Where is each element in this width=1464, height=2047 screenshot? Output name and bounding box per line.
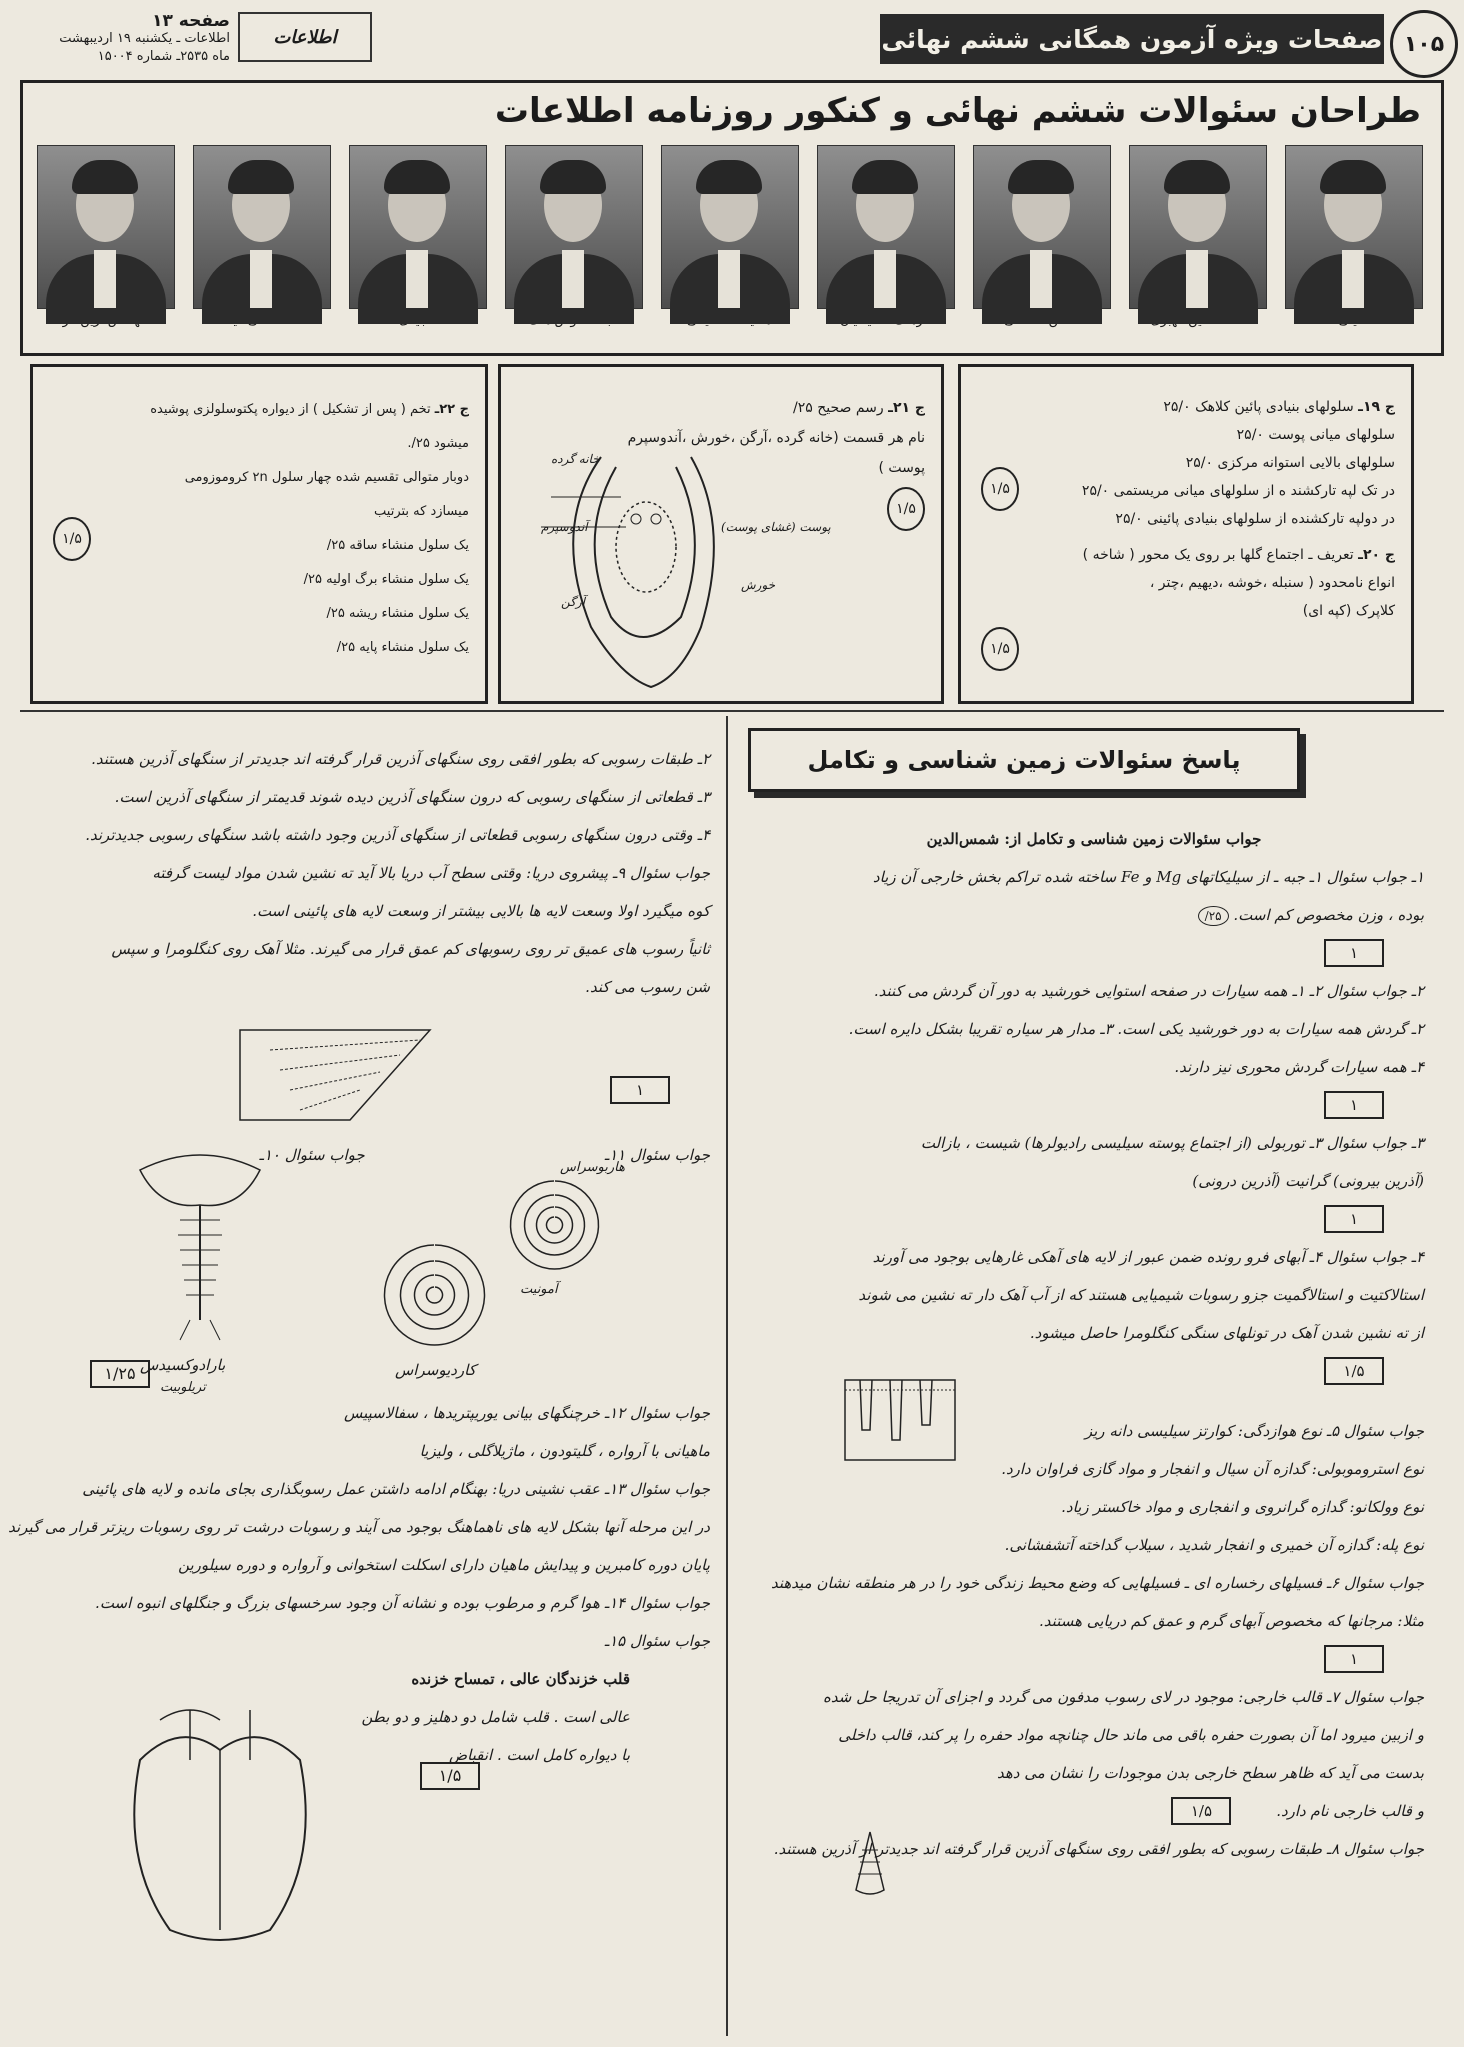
designer-card [193, 145, 329, 328]
trilobite-sketch [120, 1150, 280, 1350]
designer-photo [817, 145, 955, 309]
column-divider [726, 716, 728, 2036]
label-endosperm: آندوسپرم [541, 520, 588, 534]
q22-number: ج ۲۲ـ [434, 402, 469, 417]
geology-answers-right: جواب سئوالات زمین شناسی و تکامل از: شمس‌الدین ۱ـ جواب سئوال ۱ـ جبه ـ از سیلیکاتهای Mg و Fe ساخته شده تراکم بخش خارجی آن زیاد بوده ، وزن مخصوص کم است. ۲۵/ ۱ ۲ـ جواب سئوال ۲ـ ۱ـ همه سیارات در صفحه استوایی خورشید به دور آن گردش می کنند. ۲ـ گردش همه سیارات به دور خورشید یکی است. ۳ـ مدار هر سیاره تقریبا بشکل دایره است. ۴ـ همه سیارات گردش محوری نیز دارند. ۱ ۳ـ جواب سئوال ۳ـ توربولی (از اجتماع پوسته سیلیسی رادیولرها) شیست ، بازالت (آذرین بیرونی) گرانیت (آذرین درونی) ۱ ۴ـ جواب سئوال ۴ـ آبهای فرو رونده ضمن عبور از لایه های آهکی غارهایی بوجود می آورند استالاکتیت و استالاگمیت جزو رسوبات شیمیایی هستند که از آب آهک دار ته نشین می شوند از ته نشین شدن آهک در تونلهای سنگی کنگلومرا حاصل میشود. ۱/۵ جواب سئوال ۵ـ نوع هوازدگی: کوارتز سیلیسی دانه ریز نوع استروموبولی: گدازه آن سیال و انفجار و مواد گازی فراوان دارد. نوع وولکانو: گدازه گرانروی و انفجاری و مواد خاکستر زیاد. نوع پله: گدازه آن خمیری و انفجار شدید ، سیلاب گداخته آتشفشانی. جواب سئوال ۶ـ فسیلهای رخساره ای ـ فسیلهایی که وضع محیط زندگی خود را در هر منطقه نشان میدهند مثلا: مرجانها که مخصوص آبهای گرم و عمق کم دریایی هستند. ۱ جواب سئوال ۷ـ قالب خارجی: موجود در لای رسوب مدفون می گردد و اجزای آن تدریجا حل شده و ازبین میرود اما آن بصورت حفره باقی می ماند حال چنانچه مواد حفره را پر کند، قالب داخلی بدست می آید که ظاهر سطح خارجی بدن موجودات را نشان می دهد و قالب خارجی نام دارد. ۱/۵ جواب سئوال ۸ـ طبقات رسوبی که بطور افقی روی سنگهای آذرین قرار گرفته اند جدیدتر از آذرین هستند. [764, 820, 1424, 1868]
label-nucellus: خورش [741, 578, 776, 592]
designer-card [817, 145, 953, 328]
q20-number: ج ۲۰ـ [1358, 547, 1395, 563]
designer-photo [37, 145, 175, 309]
cave-sketch [840, 1370, 960, 1470]
designer-card [1129, 145, 1265, 328]
designers-title: طراحان سئوالات ششم نهائی و کنکور روزنامه اطلاعات [494, 91, 1421, 131]
designer-photo [193, 145, 331, 309]
q19-score: ۱/۵ [981, 467, 1019, 511]
pub-date-line: اطلاعات ـ یکشنبه ۱۹ اردیبهشت [59, 31, 230, 46]
geology-title: پاسخ سئوالات زمین شناسی و تکامل [748, 728, 1300, 792]
q19-number: ج ۱۹ـ [1358, 399, 1395, 415]
label-integument: پوست (غشای پوست) [721, 520, 831, 534]
label-harpoceras: هاربوسراس [560, 1160, 625, 1175]
designer-photo [973, 145, 1111, 309]
q22-score: ۱/۵ [53, 517, 91, 561]
label-paradoxides: بارادوکسیدس [140, 1356, 226, 1374]
section-banner: صفحات ویژه آزمون همگانی ششم نهائی [880, 14, 1384, 64]
designer-card [1285, 145, 1421, 328]
score-box-3: ۱ [1324, 1205, 1384, 1233]
score-box-q6: ۱ [1324, 1645, 1384, 1673]
publication-info [20, 12, 230, 66]
label-pollen-chamber: خانه گرده [551, 452, 600, 466]
designer-photo [1129, 145, 1267, 309]
label-cardioceras: کاردیوسراس [395, 1361, 476, 1379]
pub-issue-line: ماه ۲۵۳۵ـ شماره ۱۵۰۰۴ [97, 49, 230, 64]
score-box-q9: ۱ [610, 1076, 670, 1104]
harpoceras-sketch [500, 1170, 610, 1280]
newspaper-logo: اطلاعات [238, 12, 372, 62]
score-box-q5: ۱/۵ [1324, 1357, 1384, 1385]
cardioceras-sketch [370, 1230, 500, 1360]
score-box-2: ۱ [1324, 1091, 1384, 1119]
label-ammonite: آمونیت [520, 1282, 558, 1297]
score-box-q7: ۱/۵ [1171, 1797, 1231, 1825]
heart-sketch [100, 1700, 340, 1950]
page-label: صفحه ۱۳ [152, 11, 230, 31]
answer-box-q21 [498, 364, 944, 704]
page-number-circle: ۱۰۵ [1390, 10, 1458, 78]
designer-card [661, 145, 797, 328]
horizontal-divider [20, 710, 1444, 712]
designer-card [505, 145, 641, 328]
ovule-diagram [531, 437, 771, 697]
designer-photo [505, 145, 643, 309]
score-box-q15: ۱/۵ [420, 1762, 480, 1790]
answer-box-q22 [30, 364, 488, 704]
label-archegonium: آرگن [561, 595, 585, 609]
q21-score: ۱/۵ [887, 487, 925, 531]
q20-score: ۱/۵ [981, 627, 1019, 671]
designer-card [973, 145, 1109, 328]
q22-answer: ج ۲۲ـ تخم ( پس از تشکیل ) از دیواره پکتوسلولزی پوشیده میشود ۲۵/. دوبار متوالی تقسیم شده چهار سلول ۲n کروموزومی میسازد که بترتیب یک سلول منشاء ساقه ۲۵/ یک سلول منشاء برگ اولیه ۲۵/ یک سلول منشاء ریشه ۲۵/ یک سلول منشاء پایه ۲۵/ [150, 402, 469, 655]
gastropod-sketch [850, 1830, 890, 1900]
score-box-q10: ۱/۲۵ [90, 1360, 150, 1388]
designer-card [37, 145, 173, 328]
q19-answer: ج ۱۹ـ سلولهای بنیادی پائین کلاهک ۲۵/۰ سلولهای میانی پوست ۲۵/۰ سلولهای بالایی استوانه مرکزی ۲۵/۰ در تک لپه تارکشند ه از سلولهای میانی مریستمی ۲۵/۰ در دولپه تارکشنده از سلولهای بنیادی پائینی ۲۵/۰ ج ۲۰ـ تعریف ـ اجتماع گلها بر روی یک محور ( شاخه ) انواع نامحدود ( سنبله ،خوشه ،دیهیم ،چتر ، کلاپرک (کپه ای) [1081, 399, 1395, 619]
designers-panel [20, 80, 1444, 356]
q21-answer: ج ۲۱ـ رسم صحیح ۲۵/ نام هر قسمت (خانه گرده ،آرگن ،خورش ،آندوسپرم پوست ) [627, 400, 925, 476]
label-trilobite: تریلوبیت [160, 1380, 206, 1395]
geology-subtitle: جواب سئوالات زمین شناسی و تکامل از: شمس‌الدین [926, 830, 1262, 848]
q21-number: ج ۲۱ـ [888, 400, 925, 416]
designer-card [349, 145, 485, 328]
designer-photo [1285, 145, 1423, 309]
geology-answers-left: ۲ـ طبقات رسوبی که بطور افقی روی سنگهای آذرین قرار گرفته اند جدیدتر از سنگهای آذرین هستند. ۳ـ قطعاتی از سنگهای رسوبی که درون سنگهای آذرین دیده شوند قدیمتر از سنگهای آذرین است. ۴ـ وقتی درون سنگهای رسوبی قطعاتی از سنگهای آذرین وجود داشته باشد سنگهای رسوبی جدیدترند. جواب سئوال ۹ـ پیشروی دریا: وقتی سطح آب دریا بالا آید ته نشین شدن مواد لیست گرفته کوه میگیرد اولا وسعت لایه ها بالایی بیشتر از وسعت لایه های پائینی است. ثانیاً رسوب های عمیق تر روی رسوبهای کم عمق قرار می گیرند. مثلا آهک روی کنگلومرا و سپس شن رسوب می کند. ۱ جواب سئوال ۱۱ـجواب سئوال ۱۰ـ جواب سئوال ۱۲ـ خرچنگهای بیانی یوریپتریدها ، سفالاسپیس ماهیانی با آرواره ، گلیتودون ، ماژیلاگلی ، ولیزیا جواب سئوال ۱۳ـ عقب نشینی دریا: بهنگام ادامه داشتن عمل رسوبگذاری بجای مانده و لایه های پائینی در این مرحله آنها بشکل لایه های ناهماهنگ بوجود می آیند و رسوبات درشت تر روی رسوبات ریزتر قرار می گیرند پایان دوره کامبرین و پیدایش ماهیان دارای اسکلت استخوانی و آرواره و دوره سیلورین جواب سئوال ۱۴ـ هوا گرم و مرطوب بوده و نشانه آن وجود سرخسهای بزرگ و جنگلهای انبوه است. جواب سئوال ۱۵ـ قلب خزندگان عالی ، تمساح خزنده عالی است . قلب شامل دو دهلیز و دو بطن با دیواره کامل است . انقباض [8, 750, 710, 1764]
answer-box-q19-q20 [958, 364, 1414, 704]
score-box-1: ۱ [1324, 939, 1384, 967]
designer-photo [349, 145, 487, 309]
designer-photo [661, 145, 799, 309]
sediment-sketch [230, 1010, 450, 1130]
